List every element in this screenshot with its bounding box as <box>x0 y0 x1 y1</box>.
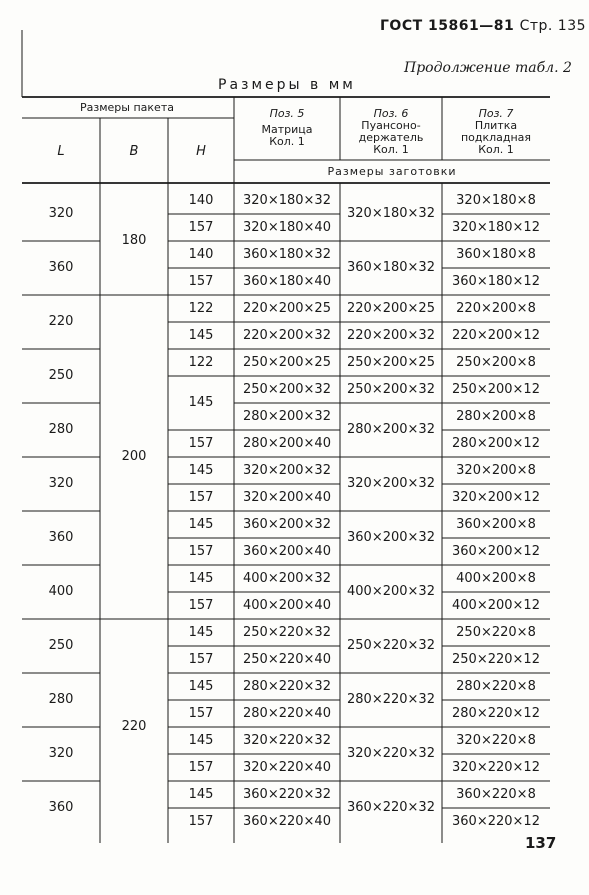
pos5-name: Матрица <box>261 123 313 136</box>
backing-plate-size: 320×180×8 <box>456 193 536 208</box>
backing-plate-size: 220×200×12 <box>452 328 540 343</box>
punch-holder-size: 360×220×32 <box>347 800 435 815</box>
matrix-size: 250×200×25 <box>243 355 331 370</box>
backing-plate-size: 250×200×8 <box>456 355 536 370</box>
H-value: 157 <box>188 814 214 829</box>
backing-plate-size: 360×180×12 <box>452 274 540 289</box>
matrix-size: 360×200×32 <box>243 517 331 532</box>
H-value: 145 <box>188 463 214 478</box>
backing-plate-size: 320×220×12 <box>452 760 540 775</box>
L-value: 280 <box>48 422 74 437</box>
page-header <box>380 18 586 34</box>
punch-holder-size: 220×200×32 <box>347 328 435 343</box>
backing-plate-size: 320×200×8 <box>456 463 536 478</box>
backing-plate-size: 360×180×8 <box>456 247 536 262</box>
matrix-size: 250×220×40 <box>243 652 331 667</box>
backing-plate-size: 250×200×12 <box>452 382 540 397</box>
pos7-qty: Кол. 1 <box>478 143 514 156</box>
L-value: 320 <box>48 476 74 491</box>
H-value: 140 <box>188 247 214 262</box>
punch-holder-size: 250×220×32 <box>347 638 435 653</box>
matrix-size: 320×200×40 <box>243 490 331 505</box>
L-value: 320 <box>48 746 74 761</box>
H-value: 157 <box>188 436 214 451</box>
matrix-size: 220×200×32 <box>243 328 331 343</box>
matrix-size: 280×220×32 <box>243 679 331 694</box>
matrix-size: 320×180×40 <box>243 220 331 235</box>
H-value: 157 <box>188 598 214 613</box>
punch-holder-size: 360×180×32 <box>347 260 435 275</box>
H-value: 157 <box>188 490 214 505</box>
punch-holder-size: 280×220×32 <box>347 692 435 707</box>
backing-plate-size: 320×180×12 <box>452 220 540 235</box>
L-value: 250 <box>48 638 74 653</box>
matrix-size: 320×200×32 <box>243 463 331 478</box>
backing-plate-size: 400×200×12 <box>452 598 540 613</box>
H-value: 157 <box>188 706 214 721</box>
L-value: 400 <box>48 584 74 599</box>
matrix-size: 400×200×40 <box>243 598 331 613</box>
backing-plate-size: 360×220×8 <box>456 787 536 802</box>
H-value: 145 <box>188 328 214 343</box>
pos6-name-line1: Пуансоно- <box>361 119 421 132</box>
page-number: 137 <box>525 834 557 852</box>
matrix-size: 280×200×32 <box>243 409 331 424</box>
H-value: 145 <box>188 517 214 532</box>
backing-plate-size: 360×200×8 <box>456 517 536 532</box>
matrix-size: 320×220×32 <box>243 733 331 748</box>
punch-holder-size: 250×200×32 <box>347 382 435 397</box>
B-value: 180 <box>121 233 147 248</box>
backing-plate-size: 280×220×12 <box>452 706 540 721</box>
matrix-size: 280×220×40 <box>243 706 331 721</box>
backing-plate-size: 220×200×8 <box>456 301 536 316</box>
H-value: 122 <box>188 301 214 316</box>
B-value: 200 <box>121 449 147 464</box>
pos7-number: Поз. 7 <box>478 107 514 120</box>
backing-plate-size: 320×200×12 <box>452 490 540 505</box>
matrix-size: 250×200×32 <box>243 382 331 397</box>
backing-plate-size: 280×200×12 <box>452 436 540 451</box>
backing-plate-size: 360×200×12 <box>452 544 540 559</box>
matrix-size: 360×220×32 <box>243 787 331 802</box>
H-value: 145 <box>188 571 214 586</box>
H-value: 145 <box>188 733 214 748</box>
pos6-qty: Кол. 1 <box>373 143 409 156</box>
col-header-pos5 <box>234 108 340 148</box>
L-value: 360 <box>48 260 74 275</box>
backing-plate-size: 250×220×8 <box>456 625 536 640</box>
punch-holder-size: 250×200×25 <box>347 355 435 370</box>
matrix-size: 360×180×32 <box>243 247 331 262</box>
matrix-size: 280×200×40 <box>243 436 331 451</box>
table-continuation-label: Продолжение табл. 2 <box>404 60 572 76</box>
L-value: 280 <box>48 692 74 707</box>
H-value: 157 <box>188 274 214 289</box>
backing-plate-size: 280×220×8 <box>456 679 536 694</box>
pos5-number: Поз. 5 <box>269 107 305 120</box>
col-header-L: L <box>57 144 65 159</box>
col-header-pos6 <box>340 108 442 156</box>
pos6-name-line2: держатель <box>358 131 424 144</box>
matrix-size: 320×180×32 <box>243 193 331 208</box>
matrix-size: 360×180×40 <box>243 274 331 289</box>
group-header-package-sizes: Размеры пакета <box>80 101 174 114</box>
units-title: Размеры в мм <box>218 77 356 93</box>
matrix-size: 220×200×25 <box>243 301 331 316</box>
col-header-pos7 <box>442 108 550 156</box>
H-value: 157 <box>188 544 214 559</box>
page-label: Стр. 135 <box>519 18 587 34</box>
backing-plate-size: 250×220×12 <box>452 652 540 667</box>
H-value: 157 <box>188 220 214 235</box>
backing-plate-size: 280×200×8 <box>456 409 536 424</box>
backing-plate-size: 320×220×8 <box>456 733 536 748</box>
punch-holder-size: 320×200×32 <box>347 476 435 491</box>
H-value: 140 <box>188 193 214 208</box>
L-value: 250 <box>48 368 74 383</box>
H-value: 145 <box>188 787 214 802</box>
punch-holder-size: 220×200×25 <box>347 301 435 316</box>
matrix-size: 400×200×32 <box>243 571 331 586</box>
pos5-qty: Кол. 1 <box>269 135 305 148</box>
L-value: 320 <box>48 206 74 221</box>
punch-holder-size: 280×200×32 <box>347 422 435 437</box>
L-value: 360 <box>48 530 74 545</box>
punch-holder-size: 360×200×32 <box>347 530 435 545</box>
matrix-size: 360×220×40 <box>243 814 331 829</box>
matrix-size: 360×200×40 <box>243 544 331 559</box>
H-value: 157 <box>188 760 214 775</box>
B-value: 220 <box>121 719 147 734</box>
punch-holder-size: 400×200×32 <box>347 584 435 599</box>
H-value: 157 <box>188 652 214 667</box>
blanks-sizes-header: Размеры заготовки <box>327 165 457 178</box>
pos6-number: Поз. 6 <box>373 107 409 120</box>
pos7-name-line1: Плитка <box>474 119 518 132</box>
H-value: 145 <box>188 625 214 640</box>
backing-plate-size: 400×200×8 <box>456 571 536 586</box>
L-value: 220 <box>48 314 74 329</box>
H-value: 145 <box>188 679 214 694</box>
pos7-name-line2: подкладная <box>460 131 532 144</box>
matrix-size: 320×220×40 <box>243 760 331 775</box>
standard-number: ГОСТ 15861—81 <box>380 18 515 34</box>
L-value: 360 <box>48 800 74 815</box>
col-header-B: B <box>129 144 139 159</box>
backing-plate-size: 360×220×12 <box>452 814 540 829</box>
punch-holder-size: 320×180×32 <box>347 206 435 221</box>
H-value: 122 <box>188 355 214 370</box>
H-value: 145 <box>188 395 214 410</box>
punch-holder-size: 320×220×32 <box>347 746 435 761</box>
matrix-size: 250×220×32 <box>243 625 331 640</box>
col-header-H: H <box>196 144 206 159</box>
